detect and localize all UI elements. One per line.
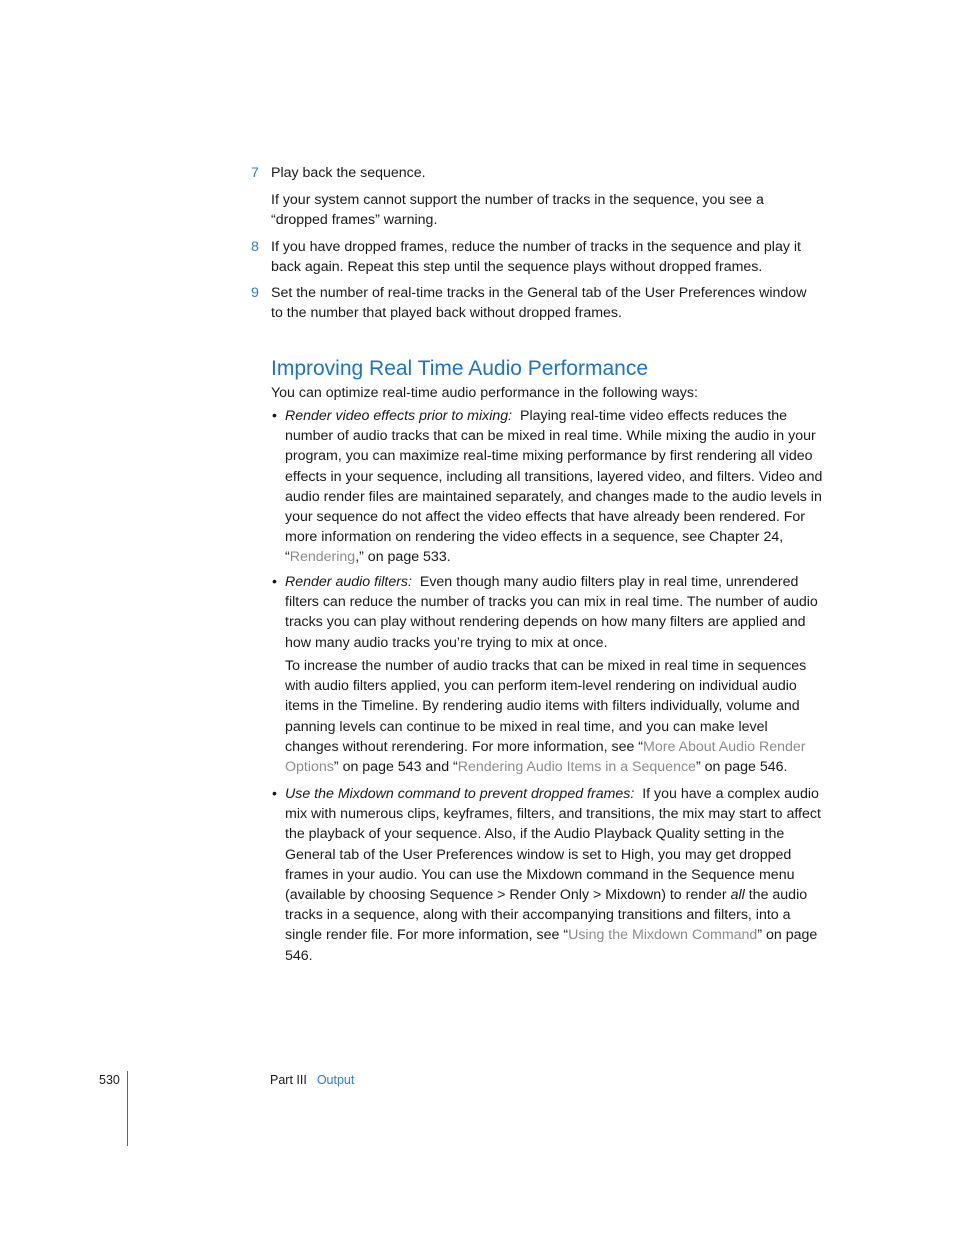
bullet-glyph: • xyxy=(272,574,277,590)
step-text: Play back the sequence. xyxy=(271,165,426,181)
step-number: 8 xyxy=(251,239,259,255)
bullet-text: ” on page 543 and “ xyxy=(333,759,458,776)
bullet-text: ,” on page 533. xyxy=(355,549,451,566)
bullet-text: ” on page 546. xyxy=(695,759,788,776)
bullet-lead: Use the Mixdown command to prevent dropped frames: xyxy=(285,786,635,802)
bullet-lead: Render audio filters: xyxy=(285,574,412,590)
step-note: If your system cannot support the number of tracks in the sequence, you see a “dropped frames” warning. xyxy=(271,192,764,229)
bullet-item xyxy=(285,406,825,568)
footer-part-label: Part III xyxy=(270,1073,307,1087)
bullet-followup xyxy=(285,656,825,777)
step-text: Set the number of real-time tracks in the General tab of the User Preferences window to the number that played back without dropped frames. xyxy=(271,285,807,322)
cross-reference-link[interactable]: More About Audio Render Options xyxy=(285,738,806,776)
section-heading: Improving Real Time Audio Performance xyxy=(271,357,649,380)
bullet-text: ” on page 546. xyxy=(285,927,818,964)
step-number: 9 xyxy=(251,285,259,301)
footer-divider xyxy=(127,1071,128,1146)
bullet-glyph: • xyxy=(272,786,277,802)
section-intro: You can optimize real-time audio performance in the following ways: xyxy=(271,385,698,401)
bullet-emphasis: all xyxy=(730,887,745,904)
cross-reference-link[interactable]: Rendering Audio Items in a Sequence xyxy=(457,759,696,776)
bullet-lead: Render video effects prior to mixing: xyxy=(285,408,513,424)
bullet-text: Playing real-time video effects reduces the number of audio tracks that can be mixed in real time. While mixing the audio in your program, you can maximize real-time mixing performance by first rendering all video effects in your sequence, including all transitions, layered video, and filters. Video and audio render files are maintained separately, and changes made to the audio levels in your sequence do not affect the video effects that have already been rendered. For more information on rendering the video effects in a sequence, see Chapter 24, “ xyxy=(285,408,823,566)
bullet-item xyxy=(285,784,825,966)
page-number: 530 xyxy=(99,1073,120,1087)
bullet-text: If you have a complex audio mix with numerous clips, keyframes, filters, and transitions, the mix may start to affect the playback of your sequence. Also, if the Audio Playback Quality setting in the General tab of the User Preferences window is set to High, you may get dropped frames in your audio. You can use the Mixdown command in the Sequence menu (available by choosing Sequence > Render Only > Mixdown) to render xyxy=(285,786,821,904)
bullet-glyph: • xyxy=(272,408,277,424)
bullet-text: Even though many audio filters play in real time, unrendered filters can reduce the number of tracks you can mix in real time. The number of audio tracks you can play without rendering depends on how many filters are applied and how many audio tracks you’re trying to mix at once. xyxy=(285,574,818,651)
cross-reference-link[interactable]: Using the Mixdown Command xyxy=(568,927,758,944)
cross-reference-link[interactable]: Rendering xyxy=(289,549,356,566)
bullet-text: the audio tracks in a sequence, along with their accompanying transitions and filters, into a single render file. For more information, see “ xyxy=(285,887,808,944)
footer-breadcrumb xyxy=(270,1071,354,1089)
step-text: If you have dropped frames, reduce the number of tracks in the sequence and play it back again. Repeat this step until the sequence plays without dropped frames. xyxy=(271,239,801,276)
bullet-item xyxy=(285,572,825,653)
step-number: 7 xyxy=(251,165,259,181)
footer-section-link[interactable]: Output xyxy=(316,1073,355,1087)
bullet-text: To increase the number of audio tracks that can be mixed in real time in sequences with audio filters applied, you can perform item-level rendering on individual audio items in the Timeline. By rendering audio items with filters individually, volume and panning levels can continue to be mixed in real time, and you can make level changes without rerendering. For more information, see “ xyxy=(285,658,807,755)
